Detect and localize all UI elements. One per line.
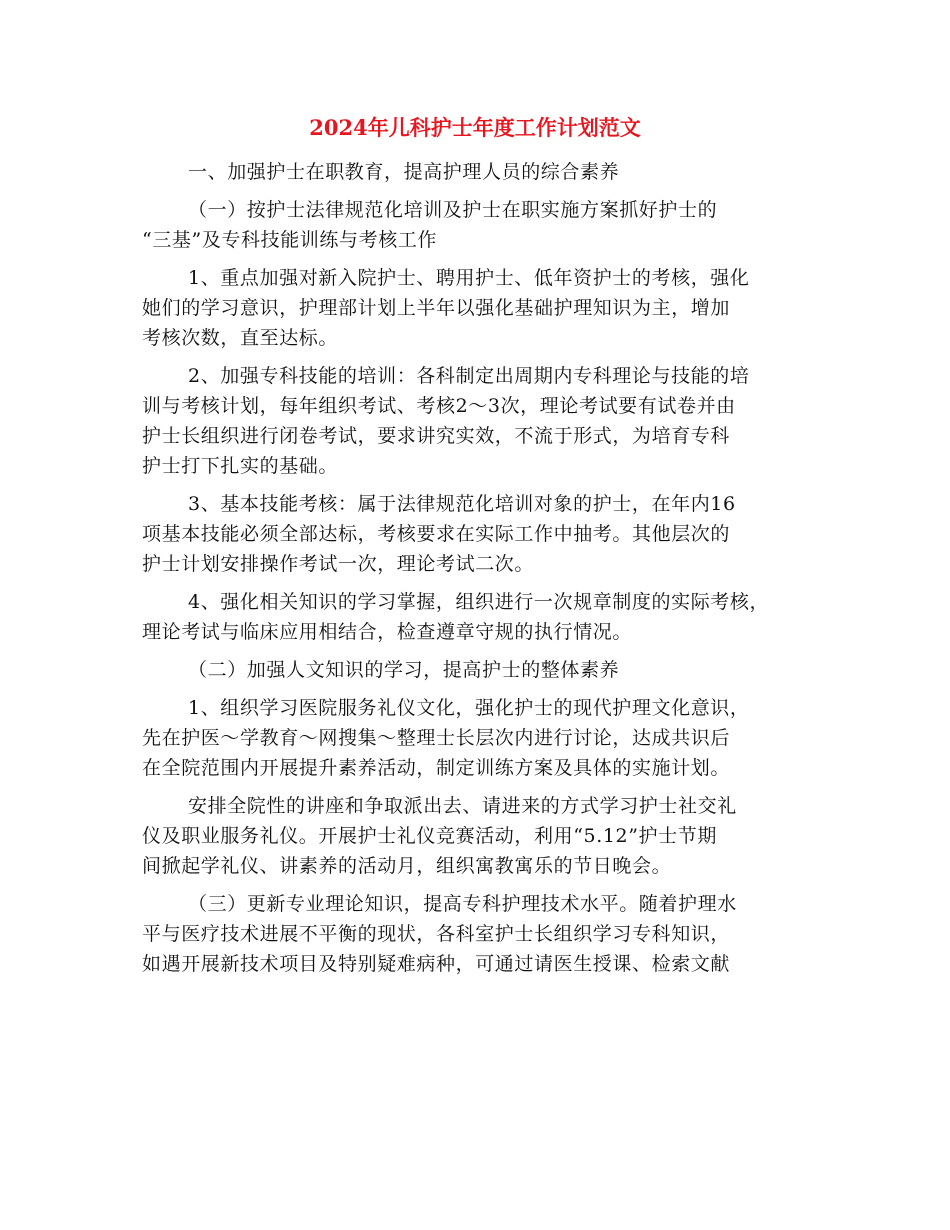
- paragraph-line: 间掀起学礼仪、讲素养的活动月，组织寓教寓乐的节日晚会。: [142, 855, 672, 877]
- paragraph-line: 3、基本技能考核：属于法律规范化培训对象的护士，在年内16: [188, 493, 736, 515]
- paragraph-line: 2、加强专科技能的培训：各科制定出周期内专科理论与技能的培: [188, 365, 750, 387]
- paragraph-line: 仪及职业服务礼仪。开展护士礼仪竞赛活动，利用“5.12”护士节期: [142, 825, 717, 847]
- paragraph-line: 在全院范围内开展提升素养活动，制定训练方案及具体的实施计划。: [142, 757, 731, 779]
- paragraph-line: 护士打下扎实的基础。: [142, 455, 339, 477]
- paragraph-line: 理论考试与临床应用相结合，检查遵章守规的执行情况。: [142, 621, 633, 643]
- section-heading: 一、加强护士在职教育，提高护理人员的综合素养: [188, 161, 620, 183]
- paragraph-line: 如遇开展新技术项目及特别疑难病种，可通过请医生授课、检索文献: [142, 953, 731, 975]
- paragraph-line: 训与考核计划，每年组织考试、考核2～3次，理论考试要有试卷并由: [142, 395, 736, 417]
- paragraph-line: 护士长组织进行闭卷考试，要求讲究实效，不流于形式，为培育专科: [142, 425, 731, 447]
- paragraph-line: 1、组织学习医院服务礼仪文化，强化护士的现代护理文化意识，: [188, 697, 750, 719]
- subsection-heading-cont: “三基”及专科技能训练与考核工作: [142, 229, 438, 251]
- paragraph-line: 项基本技能必须全部达标，考核要求在实际工作中抽考。其他层次的: [142, 523, 731, 545]
- paragraph-line: 安排全院性的讲座和争取派出去、请进来的方式学习护士社交礼: [188, 795, 737, 817]
- paragraph-line: 考核次数，直至达标。: [142, 327, 339, 349]
- paragraph-line: 先在护医～学教育～网搜集～整理士长层次内进行讨论，达成共识后: [142, 727, 731, 749]
- paragraph-line: 护士计划安排操作考试一次，理论考试二次。: [142, 553, 535, 575]
- paragraph-line: 平与医疗技术进展不平衡的现状，各科室护士长组织学习专科知识，: [142, 923, 731, 945]
- paragraph-line: 4、强化相关知识的学习掌握，组织进行一次规章制度的实际考核，: [188, 591, 770, 613]
- paragraph-line: 她们的学习意识，护理部计划上半年以强化基础护理知识为主，增加: [142, 297, 731, 319]
- subsection-heading: （二）加强人文知识的学习，提高护士的整体素养: [188, 659, 620, 681]
- document-body: [142, 157, 822, 979]
- paragraph-line: 1、重点加强对新入院护士、聘用护士、低年资护士的考核，强化: [188, 267, 750, 289]
- subsection-heading: （一）按护士法律规范化培训及护士在职实施方案抓好护士的: [188, 199, 718, 221]
- subsection-heading: （三）更新专业理论知识，提高专科护理技术水平。随着护理水: [188, 893, 737, 915]
- document-title: 2024年儿科护士年度工作计划范文: [309, 115, 641, 140]
